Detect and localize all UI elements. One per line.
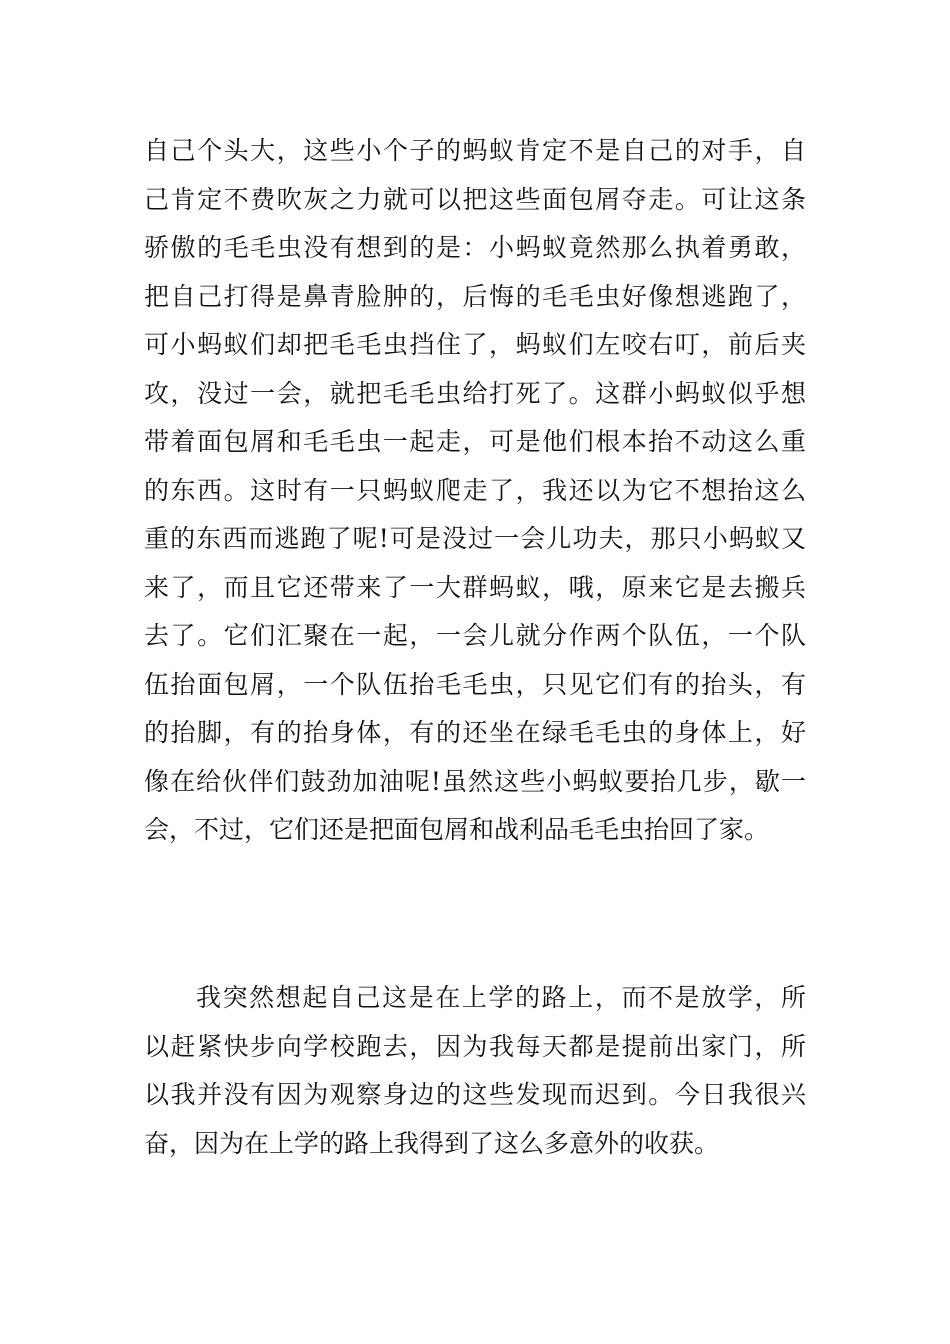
text-line: 把自己打得是鼻青脸肿的，后悔的毛毛虫好像想逃跑了， [144, 281, 806, 311]
text-line: 伍抬面包屑，一个队伍抬毛毛虫，只见它们有的抬头，有 [144, 669, 806, 699]
text-line: 去了。它们汇聚在一起，一会儿就分作两个队伍，一个队 [144, 621, 806, 650]
text-line: 重的东西而逃跑了呢!可是没过一会儿功夫，那只小蚂蚁又 [144, 524, 806, 553]
text-line: 以我并没有因为观察身边的这些发现而迟到。今日我很兴 [144, 1080, 806, 1109]
text-line: 会，不过，它们还是把面包屑和战利品毛毛虫抬回了家。 [144, 815, 770, 844]
text-line: 的抬脚，有的抬身体，有的还坐在绿毛毛虫的身体上，好 [144, 718, 806, 747]
text-line: 来了，而且它还带来了一大群蚂蚁，哦，原来它是去搬兵 [144, 572, 806, 602]
text-line: 我突然想起自己这是在上学的路上，而不是放学，所 [196, 983, 806, 1012]
paragraph-ant-story [144, 127, 806, 855]
text-line: 自己个头大，这些小个子的蚂蚁肯定不是自己的对手，自 [144, 136, 806, 165]
text-line: 奋，因为在上学的路上我得到了这么多意外的收获。 [144, 1128, 720, 1158]
text-line: 像在给伙伴们鼓劲加油呢!虽然这些小蚂蚁要抬几步，歇一 [144, 766, 806, 796]
text-line: 以赶紧快步向学校跑去，因为我每天都是提前出家门，所 [144, 1031, 806, 1061]
text-line: 攻，没过一会，就把毛毛虫给打死了。这群小蚂蚁似乎想 [144, 378, 806, 408]
text-line: 带着面包屑和毛毛虫一起走，可是他们根本抬不动这么重 [144, 427, 806, 456]
paragraph-conclusion [144, 974, 806, 1168]
text-line: 己肯定不费吹灰之力就可以把这些面包屑夺走。可让这条 [144, 184, 806, 214]
text-line: 可小蚂蚁们却把毛毛虫挡住了，蚂蚁们左咬右叮，前后夹 [144, 330, 806, 359]
text-line: 骄傲的毛毛虫没有想到的是：小蚂蚁竟然那么执着勇敢， [144, 233, 806, 262]
text-line: 的东西。这时有一只蚂蚁爬走了，我还以为它不想抬这么 [144, 475, 806, 505]
